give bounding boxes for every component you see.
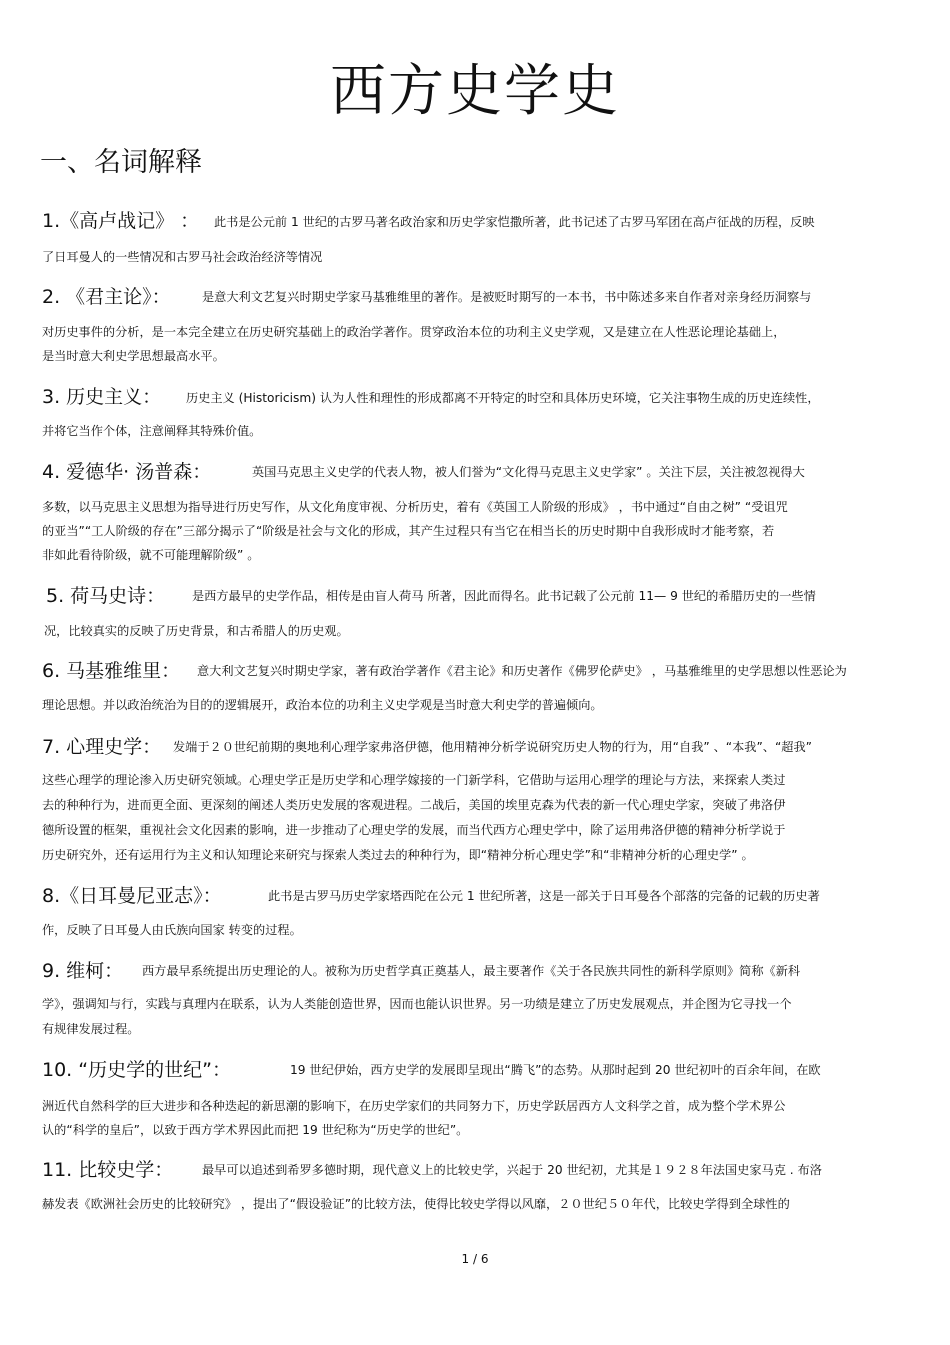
term-heading: 11. 比较史学： xyxy=(42,1159,174,1181)
term-text: 此书是公元前 1 世纪的古罗马著名政治家和历史学家恺撒所著，此书记述了古罗马军团在高卢征战的历程，反映 xyxy=(214,215,815,229)
term-text: 洲近代自然科学的巨大进步和各种迭起的新思潮的影响下，在历史学家们的共同努力下，历史学跃居西方人文科学之首，成为整个学术界公 xyxy=(42,1099,786,1113)
term-text: 学》，强调知与行，实践与真理内在联系，认为人类能创造世界，因而也能认识世界。另一功绩是建立了历史发展观点，并企图为它寻找一个 xyxy=(42,997,792,1011)
term-heading: 6. 马基雅维里： xyxy=(42,660,181,682)
term-text: 德所设置的框架，重视社会文化因素的影响，进一步推动了心理史学的发展，而当代西方心理史学中，除了运用弗洛伊德的精神分析学说于 xyxy=(42,823,786,837)
term-heading: 5. 荷马史诗： xyxy=(46,585,166,607)
term-text: 此书是古罗马历史学家塔西陀在公元 1 世纪所著，这是一部关于日耳曼各个部落的完备的记载的历史著 xyxy=(268,889,820,903)
term-text: 的亚当”“工人阶级的存在”三部分揭示了“阶级是社会与文化的形成，其产生过程只有当它在相当长的历史时期中自我形成时才能考察，若 xyxy=(42,524,775,538)
term-text: 非如此看待阶级，就不可能理解阶级” 。 xyxy=(42,548,260,562)
term-text: 是西方最早的史学作品，相传是由盲人荷马 所著，因此而得名。此书记载了公元前 11— 9 世纪的希腊历史的一些情 xyxy=(192,589,816,603)
term-text: 了日耳曼人的一些情况和古罗马社会政治经济等情况 xyxy=(42,250,323,264)
term-text: 英国马克思主义史学的代表人物，被人们誉为“文化得马克思主义史学家” 。关注下层，关注被忽视得大 xyxy=(252,465,805,479)
term-heading: 7. 心理史学： xyxy=(42,736,162,758)
term-text: 去的种种行为，进而更全面、更深刻的阐述人类历史发展的客观进程。二战后，美国的埃里克森为代表的新一代心理史学家，突破了弗洛伊 xyxy=(42,798,786,812)
term-text: 是意大利文艺复兴时期史学家马基雅维里的著作。是被贬时期写的一本书，书中陈述多来自作者对亲身经历洞察与 xyxy=(202,290,812,304)
term-heading: 8.《日耳曼尼亚志》： xyxy=(42,885,222,907)
term-text: 并将它当作个体，注意阐释其特殊价值。 xyxy=(42,424,262,438)
term-heading: 9. 维柯： xyxy=(42,960,124,982)
term-text: 有规律发展过程。 xyxy=(42,1022,140,1036)
term-heading: 1.《高卢战记》 ： xyxy=(42,210,200,232)
term-heading: 10. “历史学的世纪”： xyxy=(42,1059,231,1081)
term-text: 况，比较真实的反映了历史背景，和古希腊人的历史观。 xyxy=(44,624,349,638)
section-heading: 一、名词解释 xyxy=(40,147,202,178)
term-heading: 2. 《君主论》： xyxy=(42,286,171,308)
page-title: 西方史学史 xyxy=(330,59,620,124)
term-text: 对历史事件的分析，是一本完全建立在历史研究基础上的政治学著作。贯穿政治本位的功利主义史学观，又是建立在人性恶论理论基础上， xyxy=(42,325,786,339)
term-text: 历史主义 (Historicism) 认为人性和理性的形成都离不开特定的时空和具体历史环境，它关注事物生成的历史连续性， xyxy=(186,391,820,405)
term-text: 这些心理学的理论渗入历史研究领域。心理史学正是历史学和心理学嫁接的一门新学科，它借助与运用心理学的理论与方法，来探索人类过 xyxy=(42,773,786,787)
term-text: 认的“科学的皇后”，以致于西方学术界因此而把 19 世纪称为“历史学的世纪”。 xyxy=(42,1123,469,1137)
term-text: 赫发表《欧洲社会历史的比较研究》 ，提出了“假设验证”的比较方法，使得比较史学得以风靡，２０世纪５０年代，比较史学得到全球性的 xyxy=(42,1197,790,1211)
term-text: 意大利文艺复兴时期史学家，著有政治学著作《君主论》和历史著作《佛罗伦萨史》 ，马基雅维里的史学思想以性恶论为 xyxy=(197,664,847,678)
term-text: 西方最早系统提出历史理论的人。被称为历史哲学真正奠基人，最主要著作《关于各民族共同性的新科学原则》简称《新科 xyxy=(142,964,801,978)
term-heading: 4. 爱德华· 汤普森： xyxy=(42,461,212,483)
term-text: 发端于２０世纪前期的奥地利心理学家弗洛伊德，他用精神分析学说研究历史人物的行为，用“自我” 、“本我”、“超我” xyxy=(173,740,812,754)
term-heading: 3. 历史主义： xyxy=(42,386,162,408)
term-text: 最早可以追述到希罗多德时期，现代意义上的比较史学，兴起于 20 世纪初，尤其是１９２８年法国史家马克 . 布洛 xyxy=(202,1163,822,1177)
term-text: 是当时意大利史学思想最高水平。 xyxy=(42,349,225,363)
term-text: 理论思想。并以政治统治为目的的逻辑展开，政治本位的功利主义史学观是当时意大利史学的普遍倾向。 xyxy=(42,698,603,712)
term-text: 19 世纪伊始，西方史学的发展即呈现出“腾飞”的态势。从那时起到 20 世纪初叶的百余年间，在欧 xyxy=(290,1063,821,1077)
term-text: 多数，以马克思主义思想为指导进行历史写作，从文化角度审视、分析历史，着有《英国工人阶级的形成》 ，书中通过“自由之树” “受诅咒 xyxy=(42,500,788,514)
term-text: 历史研究外，还有运用行为主义和认知理论来研究与探索人类过去的种种行为，即“精神分析心理史学”和“非精神分析的心理史学” 。 xyxy=(42,848,754,862)
term-text: 作，反映了日耳曼人由氏族向国家 转变的过程。 xyxy=(42,923,302,937)
page-number: 1 / 6 xyxy=(461,1252,489,1266)
